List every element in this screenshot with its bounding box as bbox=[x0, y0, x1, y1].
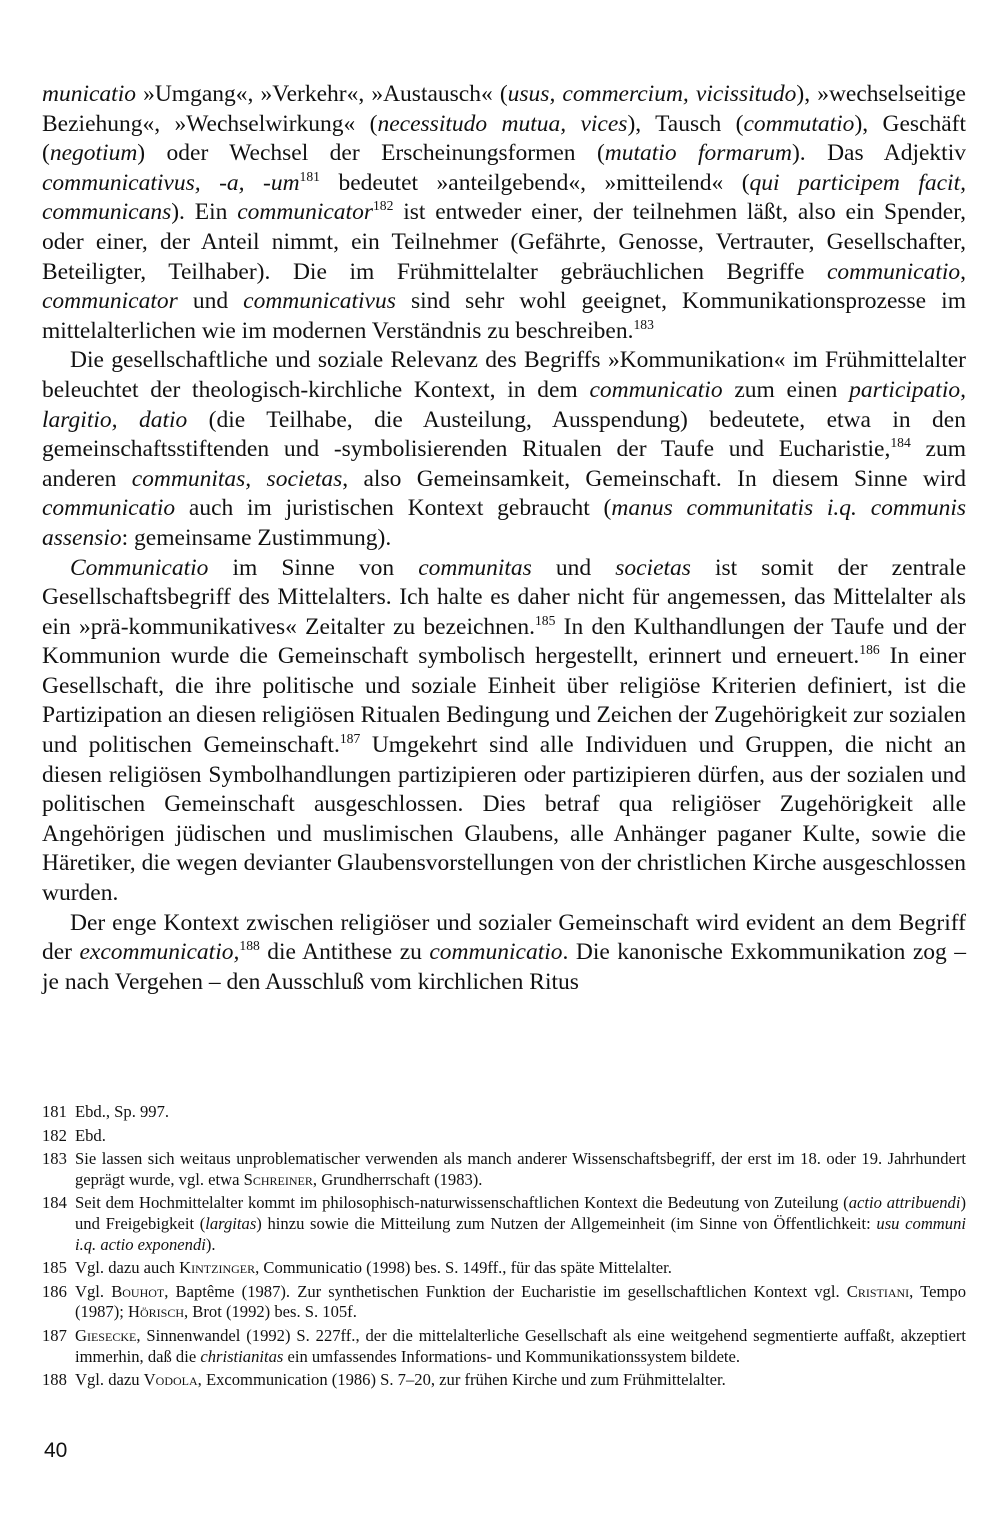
footnote-text bbox=[75, 1102, 966, 1123]
footnote-text bbox=[75, 1126, 966, 1147]
footnote-reference: 182 bbox=[372, 198, 394, 214]
text-run: Vgl. dazu auch bbox=[75, 1258, 180, 1278]
text-run: Die gesellschaftliche und soziale Relevanz des Begriffs »Kommunikation« im Frühmittelalter beleuchtet der theologisch-kirchliche Kontext, in dem bbox=[42, 347, 966, 403]
main-text bbox=[42, 80, 966, 997]
text-run: ) hinzu sowie die Mitteilung zum Nutzen der Allgemeinheit (im Sinne von Öffentlichkeit: bbox=[256, 1213, 877, 1233]
footnote-number: 188 bbox=[42, 1370, 67, 1390]
italic-term: excommunicatio, bbox=[79, 939, 240, 966]
footnote-text bbox=[75, 1149, 966, 1190]
text-run: ), »wechselseitige Beziehung«, »Wechselwirkung« ( bbox=[42, 81, 966, 137]
italic-term: usu communi i.q. actio exponendi bbox=[75, 1213, 966, 1254]
italic-term: communicatio bbox=[826, 258, 961, 285]
text-run: ) und Freigebigkeit ( bbox=[75, 1193, 966, 1233]
footnote-reference: 184 bbox=[890, 435, 911, 451]
text-run: ). Das Adjektiv bbox=[791, 140, 966, 167]
text-run: . Die kanonische Exkommunikation zog – je nach Vergehen – den Ausschluß vom kirchlichen Ritus bbox=[42, 939, 966, 995]
text-run: , Tempo (1987); bbox=[75, 1281, 967, 1322]
text-run: , Grundherrschaft (1983). bbox=[312, 1169, 483, 1189]
text-run: Vgl. dazu bbox=[75, 1370, 144, 1390]
italic-term: qui participem facit, communicans bbox=[42, 169, 966, 226]
italic-term: largitas bbox=[205, 1213, 257, 1233]
footnote-text bbox=[75, 1370, 966, 1391]
italic-term: Communicatio bbox=[70, 554, 209, 581]
text-run: , Communicatio (1998) bes. S. 149ff., für das späte Mittelalter. bbox=[255, 1258, 672, 1278]
footnote-reference: 183 bbox=[633, 316, 654, 332]
footnote bbox=[42, 1149, 966, 1190]
footnote-reference: 181 bbox=[299, 168, 320, 184]
text-run: »Umgang«, »Verkehr«, »Austausch« ( bbox=[136, 81, 508, 107]
author-name: Kintzinger bbox=[179, 1258, 256, 1278]
footnote bbox=[42, 1102, 966, 1123]
footnote bbox=[42, 1258, 966, 1279]
italic-term: commutatio bbox=[743, 110, 855, 137]
body-paragraph bbox=[42, 346, 966, 553]
text-run: ). Ein bbox=[171, 199, 238, 226]
text-run: Ebd. bbox=[75, 1125, 106, 1145]
text-run: und bbox=[531, 554, 616, 581]
text-run: ). bbox=[205, 1234, 216, 1254]
text-run: , also Gemeinsamkeit, Gemeinschaft. In diesem Sinne wird bbox=[342, 465, 966, 492]
footnote-reference: 186 bbox=[859, 642, 880, 658]
text-run: : gemeinsame Zustimmung). bbox=[121, 524, 392, 551]
text-run: sind sehr wohl geeignet, Kommunikationsprozesse im mittelalterlichen wie im modernen Verständnis zu beschreiben. bbox=[42, 288, 966, 344]
body-paragraph bbox=[42, 554, 966, 909]
italic-term: communicator bbox=[42, 288, 178, 315]
text-run: ein umfassendes Informations- und Kommunikationssystem bildete. bbox=[283, 1346, 741, 1366]
text-run: bedeutet »anteilgebend«, »mitteilend« ( bbox=[319, 169, 750, 196]
italic-term: municatio bbox=[42, 81, 136, 107]
italic-term: communicatio bbox=[589, 376, 723, 403]
italic-term: communicativus bbox=[243, 288, 396, 315]
italic-term: communicatio bbox=[429, 939, 563, 966]
italic-term: communitas, societas bbox=[131, 465, 343, 492]
text-run: im Sinne von bbox=[208, 554, 419, 581]
text-run: ) oder Wechsel der Erscheinungsformen ( bbox=[137, 140, 605, 167]
footnote bbox=[42, 1126, 966, 1147]
footnote-number: 181 bbox=[42, 1102, 67, 1121]
text-run: zum anderen bbox=[42, 436, 966, 492]
italic-term: christianitas bbox=[200, 1346, 284, 1366]
italic-term: manus communitatis i.q. communis assensio bbox=[42, 495, 966, 551]
italic-term: necessitudo mutua, vices bbox=[377, 110, 628, 137]
footnote-reference: 187 bbox=[339, 731, 361, 747]
italic-term: negotium bbox=[49, 140, 138, 167]
footnote bbox=[42, 1326, 966, 1367]
text-run: , Baptême (1987). Zur synthetischen Funktion der Eucharistie im gesellschaftlichen Kontext vgl. bbox=[164, 1281, 847, 1301]
italic-term: communitas bbox=[418, 554, 532, 581]
footnote-number: 185 bbox=[42, 1258, 67, 1278]
text-run: Der enge Kontext zwischen religiöser und sozialer Gemeinschaft wird evident an dem Begriff der bbox=[42, 909, 966, 966]
footnote-text bbox=[75, 1326, 966, 1367]
footnote-number: 186 bbox=[42, 1281, 67, 1301]
text-run: In den Kulthandlungen der Taufe und der Kommunion wurde die Gemeinschaft symbolisch hergestellt, erinnert und erneuert. bbox=[42, 613, 966, 670]
text-run: ), Geschäft ( bbox=[42, 110, 967, 167]
text-run: ist entweder einer, der teilnehmen läßt, also ein Spender, oder einer, der Anteil nimmt, ein Teilnehmer (Gefährte, Genosse, Vertrauter, Gesellschafter, Beteiligter, Teilhaber). Die im Frühmittelalter gebräuchlichen Begriffe bbox=[42, 199, 966, 285]
text-run: In einer Gesellschaft, die ihre politische und soziale Einheit über religiöse Kriterien definiert, ist die Partizipation an diesen religiösen Ritualen Bedingung und Zeichen der Zugehörigkeit zur sozialen und politischen Gemeinschaft. bbox=[42, 643, 966, 759]
text-run: und bbox=[177, 288, 244, 315]
text-run: zum einen bbox=[722, 376, 850, 403]
text-run: Ebd., Sp. 997. bbox=[75, 1102, 170, 1121]
footnote-number: 184 bbox=[42, 1193, 67, 1213]
text-run: , Sinnenwandel (1992) S. 227ff., der die mittelalterliche Gesellschaft als eine weitgehend segmentierte auffaßt, akzeptiert immerhin, daß die bbox=[75, 1325, 966, 1366]
italic-term: participatio, largitio, datio bbox=[42, 376, 966, 433]
text-run: Sie lassen sich weitaus unproblematischer verwenden als manch anderer Wissenschaftsbegriff, der erst im 18. oder 19. Jahrhundert geprägt wurde, vgl. etwa bbox=[75, 1149, 966, 1189]
text-run: ist somit der zentrale Gesellschaftsbegriff des Mittelalters. Ich halte es daher nicht für angemessen, das Mittelalter als ein »prä-kommunikatives« Zeitalter zu bezeichnen. bbox=[42, 554, 966, 640]
italic-term: communicatio bbox=[42, 495, 176, 522]
footnote-text bbox=[75, 1282, 966, 1323]
footnote-number: 183 bbox=[42, 1149, 67, 1169]
page-number: 40 bbox=[44, 1439, 68, 1462]
text-run: Vgl. bbox=[75, 1281, 112, 1301]
footnotes bbox=[42, 1102, 966, 1394]
italic-term: usus, commercium, vicissitudo bbox=[507, 81, 797, 107]
text-run: , Brot (1992) bes. S. 105f. bbox=[184, 1302, 357, 1322]
italic-term: societas bbox=[615, 554, 691, 581]
footnote-text bbox=[75, 1258, 966, 1279]
italic-term: actio attribuendi bbox=[848, 1193, 961, 1213]
body-paragraph bbox=[42, 80, 966, 346]
footnote-text bbox=[75, 1193, 966, 1255]
body-paragraph bbox=[42, 909, 966, 998]
text-run: ), Tausch ( bbox=[627, 110, 744, 137]
author-name: Schreiner bbox=[243, 1169, 313, 1189]
text-run: , Excommunication (1986) S. 7–20, zur frühen Kirche und zum Frühmittelalter. bbox=[197, 1370, 726, 1390]
text-run: Umgekehrt sind alle Individuen und Gruppen, die nicht an diesen religiösen Symbolhandlungen partizipieren oder partizipieren dürfen, aus der sozialen und politischen Gemeinschaft ausgeschlossen. Dies betraf qua religiöser Zugehörigkeit alle Angehörigen jüdischen und muslimischen Glaubens, alle Anhänger paganer Kulte, sowie die Häretiker, die wegen devianter Glaubensvorstellungen von der christlichen Kirche ausgeschlossen wurden. bbox=[42, 732, 967, 907]
footnote bbox=[42, 1193, 966, 1255]
text-run: , bbox=[960, 258, 966, 285]
italic-term: communicator bbox=[237, 199, 373, 226]
italic-term: mutatio formarum bbox=[604, 140, 792, 167]
author-name: Giesecke bbox=[75, 1325, 137, 1345]
text-run: auch im juristischen Kontext gebraucht ( bbox=[175, 495, 612, 522]
italic-term: communicativus, -a, -um bbox=[42, 169, 300, 196]
author-name: Cristiani bbox=[846, 1281, 910, 1301]
footnote bbox=[42, 1282, 966, 1323]
text-run: Seit dem Hochmittelalter kommt im philosophisch-naturwissenschaftlichen Kontext die Bedeutung von Zuteilung ( bbox=[75, 1193, 849, 1213]
author-name: Hörisch bbox=[128, 1302, 184, 1322]
footnote bbox=[42, 1370, 966, 1391]
footnote-reference: 188 bbox=[239, 938, 260, 954]
footnote-number: 182 bbox=[42, 1125, 67, 1145]
author-name: Vodola bbox=[143, 1370, 198, 1390]
text-run: die Antithese zu bbox=[259, 939, 430, 966]
footnote-reference: 185 bbox=[534, 612, 556, 628]
author-name: Bouhot bbox=[111, 1281, 165, 1301]
text-run: (die Teilhabe, die Austeilung, Ausspendung) bedeutete, etwa in den gemeinschaftsstiftenden und -symbolisierenden Ritualen der Taufe und Eucharistie, bbox=[42, 406, 966, 463]
footnote-number: 187 bbox=[42, 1325, 67, 1345]
